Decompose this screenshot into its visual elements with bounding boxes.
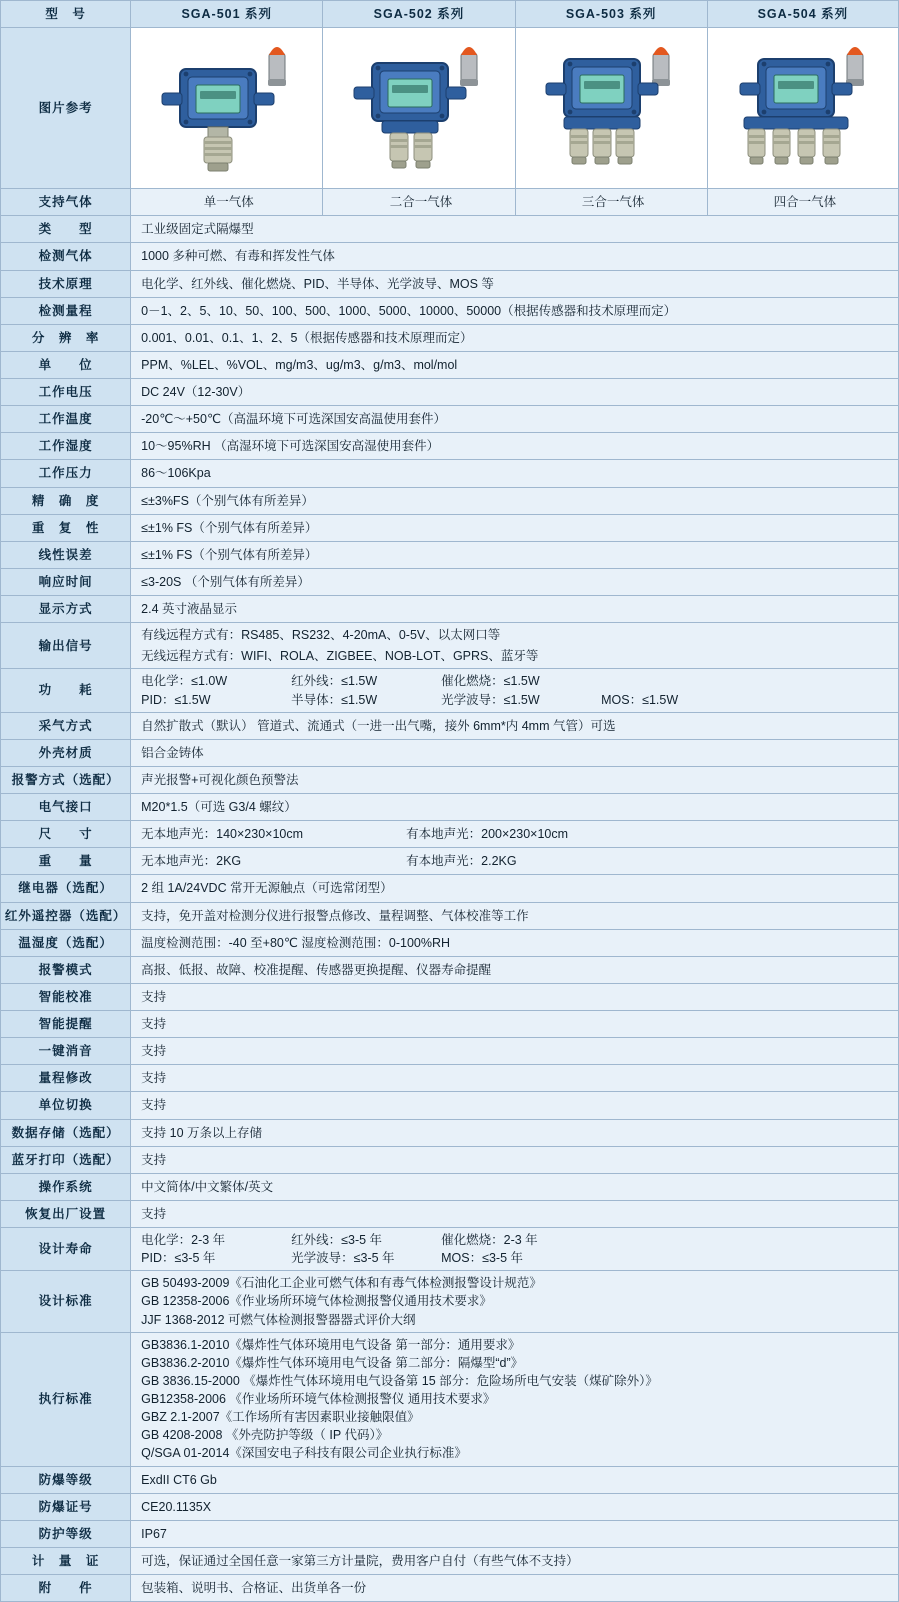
- table-row: [1, 1493, 899, 1520]
- life-line-2: [141, 1249, 892, 1267]
- device-svg: [142, 33, 312, 183]
- gas-support-1: 单一气体: [131, 189, 323, 216]
- row-label-voltage: 工作电压: [1, 379, 131, 406]
- gas-detector-illustration-4: [708, 31, 898, 186]
- row-label-gas-support: 支持气体: [1, 189, 131, 216]
- row-label-design-standard: 设计标准: [1, 1271, 131, 1332]
- value-smart-reminder: 支持: [131, 1011, 899, 1038]
- row-label-repeatability: 重 复 性: [1, 514, 131, 541]
- value-alarm-mode: 高报、低报、故障、校准提醒、传感器更换提醒、仪器寿命提醒: [131, 956, 899, 983]
- row-label-temperature: 工作温度: [1, 406, 131, 433]
- table-row: [1, 28, 899, 189]
- row-label-unit-switch: 单位切换: [1, 1092, 131, 1119]
- gas-support-2: 二合一气体: [323, 189, 515, 216]
- table-row: [1, 739, 899, 766]
- row-label-operating-system: 操作系统: [1, 1173, 131, 1200]
- table-row: [1, 189, 899, 216]
- value-ip-rating: IP67: [131, 1520, 899, 1547]
- value-temp-humidity: 温度检测范围：-40 至+80℃ 湿度检测范围：0-100%RH: [131, 929, 899, 956]
- table-row: [1, 1173, 899, 1200]
- table-row: [1, 875, 899, 902]
- value-display: 2.4 英寸液晶显示: [131, 596, 899, 623]
- row-label-detect-gas: 检测气体: [1, 243, 131, 270]
- life-line-1: [141, 1231, 892, 1249]
- row-label-response-time: 响应时间: [1, 568, 131, 595]
- table-row: [1, 623, 899, 669]
- value-pressure: 86～106Kpa: [131, 460, 899, 487]
- design-standard-item-1: GB 50493-2009《石油化工企业可燃气体和有毒气体检测报警设计规范》: [141, 1276, 542, 1291]
- row-label-model: 型 号: [1, 1, 131, 28]
- weight-with-alarm: 有本地声光：2.2KG: [406, 854, 517, 869]
- value-sampling: 自然扩散式（默认） 管道式、流通式（一进一出气嘴，接外 6mm*内 4mm 气管）可选: [131, 712, 899, 739]
- row-label-alarm-way: 报警方式（选配）: [1, 766, 131, 793]
- table-row: [1, 460, 899, 487]
- table-row: [1, 929, 899, 956]
- gas-detector-illustration-3: [516, 31, 707, 186]
- value-resolution: 0.001、0.01、0.1、1、2、5（根据传感器和技术原理而定）: [131, 324, 899, 351]
- value-electric-port: M20*1.5（可选 G3/4 螺纹）: [131, 794, 899, 821]
- gas-detector-illustration-1: [131, 31, 322, 186]
- row-label-ex-certificate: 防爆证号: [1, 1493, 131, 1520]
- row-label-principle: 技术原理: [1, 270, 131, 297]
- row-label-size: 尺 寸: [1, 821, 131, 848]
- device-svg: [334, 33, 504, 183]
- value-execution-standard: [131, 1332, 899, 1466]
- table-row: [1, 1038, 899, 1065]
- row-label-smart-calibration: 智能校准: [1, 983, 131, 1010]
- size-with-alarm: 有本地声光：200×230×10cm: [406, 827, 569, 842]
- life-electrochemical: 电化学：2-3 年: [141, 1233, 226, 1247]
- table-row: [1, 406, 899, 433]
- value-metering-certificate: 可选，保证通过全国任意一家第三方计量院，费用客户自付（有些气体不支持）: [131, 1547, 899, 1574]
- device-image-2: [323, 28, 515, 189]
- execution-standard-item-1: GB3836.1-2010《爆炸性气体环境用电气设备 第一部分：通用要求》: [141, 1337, 521, 1352]
- device-svg: [718, 33, 888, 183]
- table-row: [1, 1011, 899, 1038]
- table-row: [1, 669, 899, 712]
- row-label-alarm-mode: 报警模式: [1, 956, 131, 983]
- table-row: [1, 1146, 899, 1173]
- row-label-display: 显示方式: [1, 596, 131, 623]
- table-row: [1, 1547, 899, 1574]
- value-weight: [131, 848, 899, 875]
- value-output-signal: [131, 623, 899, 669]
- value-temperature: -20℃～+50℃（高温环境下可选深国安高温使用套件）: [131, 406, 899, 433]
- value-range: 0－1、2、5、10、50、100、500、1000、5000、10000、50000（根据传感器和技术原理而定）: [131, 297, 899, 324]
- row-label-range: 检测量程: [1, 297, 131, 324]
- size-line: [141, 825, 892, 843]
- execution-standard-item-7: Q/SGA 01-2014《深国安电子科技有限公司企业执行标准》: [141, 1446, 467, 1461]
- execution-standard-item-2: GB3836.2-2010《爆炸性气体环境用电气设备 第二部分：隔爆型“d”》: [141, 1355, 524, 1370]
- table-row: [1, 297, 899, 324]
- row-label-temp-humidity: 温湿度（选配）: [1, 929, 131, 956]
- row-label-power: 功 耗: [1, 669, 131, 712]
- execution-standard-item-3: GB 3836.15-2000 《爆炸性气体环境用电气设备第 15 部分：危险场所电气安装（煤矿除外）》: [141, 1373, 658, 1388]
- row-label-output-signal: 输出信号: [1, 623, 131, 669]
- design-standard-item-2: GB 12358-2006《作业场所环境气体检测报警仪通用技术要求》: [141, 1294, 492, 1309]
- table-row: [1, 1092, 899, 1119]
- row-label-bluetooth-print: 蓝牙打印（选配）: [1, 1146, 131, 1173]
- power-infrared: 红外线：≤1.5W: [291, 674, 378, 689]
- table-row: [1, 541, 899, 568]
- value-ex-grade: ExdII CT6 Gb: [131, 1466, 899, 1493]
- value-accessories: 包装箱、说明书、合格证、出货单各一份: [131, 1575, 899, 1602]
- row-label-humidity: 工作湿度: [1, 433, 131, 460]
- execution-standard-item-4: GB12358-2006 《作业场所环境气体检测报警仪 通用技术要求》: [141, 1392, 496, 1406]
- table-row: [1, 1575, 899, 1602]
- table-row: [1, 379, 899, 406]
- life-pid: PID：≤3-5 年: [141, 1251, 216, 1266]
- value-design-life: [131, 1228, 899, 1271]
- row-label-image-ref: 图片参考: [1, 28, 131, 189]
- value-repeatability: ≤±1% FS（个别气体有所差异）: [131, 514, 899, 541]
- table-row: [1, 596, 899, 623]
- value-response-time: ≤3-20S （个别气体有所差异）: [131, 568, 899, 595]
- table-row: [1, 514, 899, 541]
- table-row: [1, 1200, 899, 1227]
- row-label-execution-standard: 执行标准: [1, 1332, 131, 1466]
- row-label-ip-rating: 防护等级: [1, 1520, 131, 1547]
- table-row: [1, 216, 899, 243]
- row-label-data-storage: 数据存储（选配）: [1, 1119, 131, 1146]
- value-alarm-way: 声光报警+可视化颜色预警法: [131, 766, 899, 793]
- row-label-electric-port: 电气接口: [1, 794, 131, 821]
- table-row: [1, 848, 899, 875]
- value-size: [131, 821, 899, 848]
- power-electrochemical: 电化学：≤1.0W: [141, 674, 228, 689]
- table-row: [1, 270, 899, 297]
- model-header-1: SGA-501 系列: [131, 1, 323, 28]
- table-row: [1, 766, 899, 793]
- row-label-factory-reset: 恢复出厂设置: [1, 1200, 131, 1227]
- row-label-pressure: 工作压力: [1, 460, 131, 487]
- value-power: [131, 669, 899, 712]
- value-ir-remote: 支持，免开盖对检测分仪进行报警点修改、量程调整、气体校准等工作: [131, 902, 899, 929]
- value-unit-switch: 支持: [131, 1092, 899, 1119]
- model-header-3: SGA-503 系列: [515, 1, 707, 28]
- execution-standard-item-6: GB 4208-2008 《外壳防护等级（ IP 代码）》: [141, 1428, 389, 1443]
- weight-without-alarm: 无本地声光：2KG: [141, 854, 242, 869]
- size-without-alarm: 无本地声光：140×230×10cm: [141, 827, 304, 842]
- table-row: [1, 1119, 899, 1146]
- value-principle: 电化学、红外线、催化燃烧、PID、半导体、光学波导、MOS 等: [131, 270, 899, 297]
- power-catalytic: 催化燃烧：≤1.5W: [441, 674, 540, 689]
- device-image-1: [131, 28, 323, 189]
- output-wired: 有线远程方式有：RS485、RS232、4-20mA、0-5V、以太网口等: [141, 628, 501, 643]
- row-label-smart-reminder: 智能提醒: [1, 1011, 131, 1038]
- row-label-one-key-mute: 一键消音: [1, 1038, 131, 1065]
- value-linearity: ≤±1% FS（个别气体有所差异）: [131, 541, 899, 568]
- life-mos: MOS：≤3-5 年: [441, 1251, 524, 1266]
- gas-support-3: 三合一气体: [515, 189, 707, 216]
- row-label-relay: 继电器（选配）: [1, 875, 131, 902]
- power-mos: MOS：≤1.5W: [601, 692, 679, 707]
- life-optical: 光学波导：≤3-5 年: [291, 1251, 395, 1266]
- power-line-2: [141, 691, 892, 709]
- value-detect-gas: 1000 多种可燃、有毒和挥发性气体: [131, 243, 899, 270]
- row-label-shell-material: 外壳材质: [1, 739, 131, 766]
- row-label-resolution: 分 辨 率: [1, 324, 131, 351]
- value-factory-reset: 支持: [131, 1200, 899, 1227]
- table-row: [1, 433, 899, 460]
- value-type: 工业级固定式隔爆型: [131, 216, 899, 243]
- power-line-1: [141, 672, 892, 690]
- table-row: [1, 243, 899, 270]
- value-smart-calibration: 支持: [131, 983, 899, 1010]
- table-row: [1, 712, 899, 739]
- row-label-accuracy: 精 确 度: [1, 487, 131, 514]
- power-semiconductor: 半导体：≤1.5W: [291, 692, 378, 707]
- table-row: [1, 1065, 899, 1092]
- value-ex-certificate: CE20.1135X: [131, 1493, 899, 1520]
- row-label-weight: 重 量: [1, 848, 131, 875]
- value-one-key-mute: 支持: [131, 1038, 899, 1065]
- value-design-standard: [131, 1271, 899, 1332]
- table-row: [1, 1466, 899, 1493]
- row-label-linearity: 线性误差: [1, 541, 131, 568]
- value-humidity: 10～95%RH （高湿环境下可选深国安高湿使用套件）: [131, 433, 899, 460]
- table-row: [1, 351, 899, 378]
- row-label-sampling: 采气方式: [1, 712, 131, 739]
- gas-detector-illustration-2: [323, 31, 514, 186]
- output-wireless: 无线远程方式有：WIFI、ROLA、ZIGBEE、NOB-LOT、GPRS、蓝牙等: [141, 649, 539, 664]
- row-label-type: 类 型: [1, 216, 131, 243]
- table-row: [1, 956, 899, 983]
- table-row: [1, 821, 899, 848]
- device-image-3: [515, 28, 707, 189]
- power-optical: 光学波导：≤1.5W: [441, 692, 540, 707]
- row-label-design-life: 设计寿命: [1, 1228, 131, 1271]
- life-catalytic: 催化燃烧：2-3 年: [441, 1233, 538, 1247]
- execution-standard-item-5: GBZ 2.1-2007《工作场所有害因素职业接触限值》: [141, 1410, 420, 1425]
- value-unit: PPM、%LEL、%VOL、mg/m3、ug/m3、g/m3、mol/mol: [131, 351, 899, 378]
- table-row: [1, 1228, 899, 1271]
- device-svg: [526, 33, 696, 183]
- table-row: [1, 568, 899, 595]
- table-row: [1, 1271, 899, 1332]
- table-row: [1, 1332, 899, 1466]
- value-operating-system: 中文简体/中文繁体/英文: [131, 1173, 899, 1200]
- row-label-accessories: 附 件: [1, 1575, 131, 1602]
- row-label-range-modify: 量程修改: [1, 1065, 131, 1092]
- device-image-4: [707, 28, 898, 189]
- table-row: [1, 487, 899, 514]
- table-row: [1, 324, 899, 351]
- value-shell-material: 铝合金铸体: [131, 739, 899, 766]
- value-relay: 2 组 1A/24VDC 常开无源触点（可选常闭型）: [131, 875, 899, 902]
- row-label-ir-remote: 红外遥控器（选配）: [1, 902, 131, 929]
- design-standard-item-3: JJF 1368-2012 可燃气体检测报警器器式评价大纲: [141, 1312, 416, 1327]
- table-row: [1, 1, 899, 28]
- table-row: [1, 902, 899, 929]
- table-row: [1, 983, 899, 1010]
- row-label-unit: 单 位: [1, 351, 131, 378]
- value-bluetooth-print: 支持: [131, 1146, 899, 1173]
- life-infrared: 红外线：≤3-5 年: [291, 1233, 383, 1247]
- row-label-metering-certificate: 计 量 证: [1, 1547, 131, 1574]
- table-row: [1, 1520, 899, 1547]
- gas-support-4: 四合一气体: [707, 189, 898, 216]
- value-voltage: DC 24V（12-30V）: [131, 379, 899, 406]
- value-data-storage: 支持 10 万条以上存储: [131, 1119, 899, 1146]
- model-header-2: SGA-502 系列: [323, 1, 515, 28]
- row-label-ex-grade: 防爆等级: [1, 1466, 131, 1493]
- model-header-4: SGA-504 系列: [707, 1, 898, 28]
- value-accuracy: ≤±3%FS（个别气体有所差异）: [131, 487, 899, 514]
- value-range-modify: 支持: [131, 1065, 899, 1092]
- power-pid: PID：≤1.5W: [141, 692, 211, 707]
- weight-line: [141, 852, 892, 870]
- table-row: [1, 794, 899, 821]
